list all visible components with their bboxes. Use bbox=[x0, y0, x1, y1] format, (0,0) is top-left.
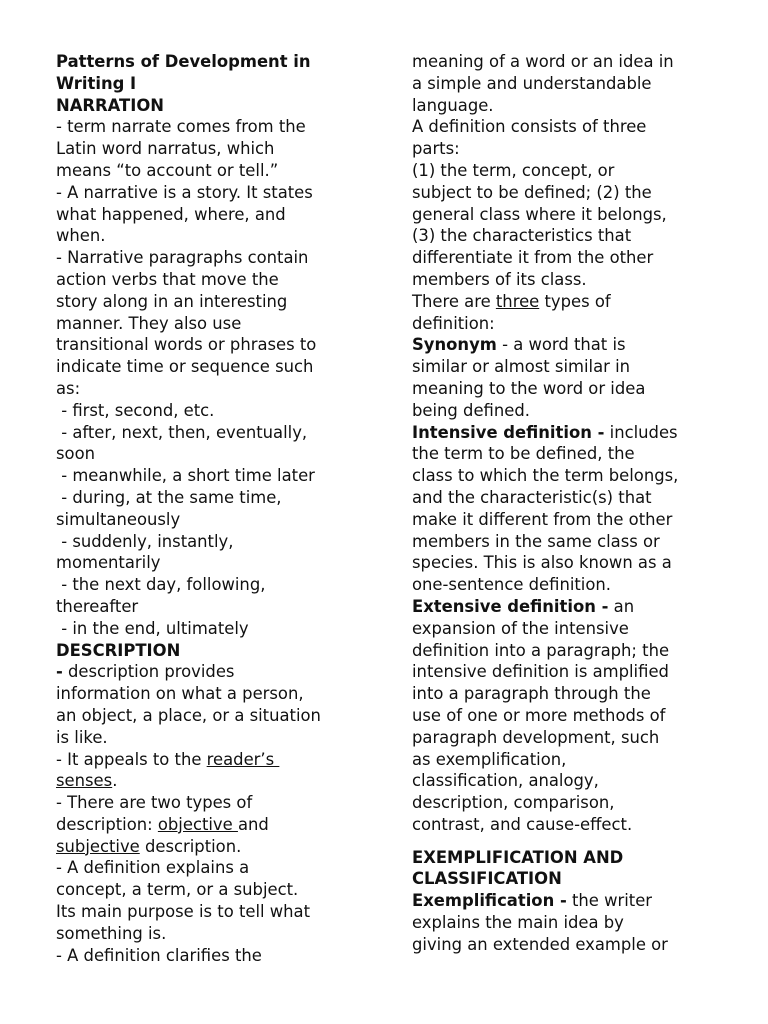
definition-line: parts: bbox=[412, 139, 460, 159]
extensive-line: definition into a paragraph; the bbox=[412, 640, 670, 660]
description-dash: - bbox=[56, 662, 63, 682]
definition-line: (3) the characteristics that bbox=[412, 226, 632, 246]
description-first-line bbox=[56, 661, 362, 683]
intensive-term: Intensive definition - bbox=[412, 422, 605, 442]
intensive-term-line bbox=[412, 422, 717, 444]
synonym-term: Synonym bbox=[412, 335, 497, 355]
narration-line: - Narrative paragraphs contain bbox=[56, 248, 309, 268]
extensive-line: intensive definition is amplified bbox=[412, 662, 669, 682]
types-line-3 bbox=[56, 836, 362, 858]
definition-intro-line: Its main purpose is to tell what bbox=[56, 902, 311, 922]
exemplification-heading-line-2: CLASSIFICATION bbox=[412, 869, 562, 889]
description-line: information on what a person, bbox=[56, 684, 304, 704]
intensive-body bbox=[412, 443, 717, 596]
definition-line: a simple and understandable bbox=[412, 73, 652, 93]
extensive-term: Extensive definition - bbox=[412, 596, 609, 616]
exemplification-rest: the writer bbox=[566, 891, 653, 911]
types-pre: description: bbox=[56, 814, 158, 834]
definition-intro-line: - A definition explains a bbox=[56, 858, 250, 878]
narration-heading: NARRATION bbox=[56, 95, 164, 115]
narration-line: transitional words or phrases to bbox=[56, 335, 317, 355]
extensive-body bbox=[412, 618, 717, 836]
right-column bbox=[412, 51, 717, 956]
narration-line: manner. They also use bbox=[56, 313, 242, 333]
three-types-line-2: definition: bbox=[412, 313, 495, 333]
extensive-line: into a paragraph through the bbox=[412, 684, 651, 704]
narration-line: - in the end, ultimately bbox=[56, 618, 249, 638]
narration-line: soon bbox=[56, 444, 95, 464]
intensive-rest: includes bbox=[604, 422, 678, 442]
objective-underlined: objective bbox=[157, 814, 238, 834]
exemplification-body bbox=[412, 912, 717, 956]
narration-line: when. bbox=[56, 226, 106, 246]
definition-line: meaning of a word or an idea in bbox=[412, 52, 674, 71]
document-title-line-1: Patterns of Development in bbox=[56, 52, 311, 71]
intensive-line: and the characteristic(s) that bbox=[412, 487, 652, 507]
narration-line: story along in an interesting bbox=[56, 291, 288, 311]
narration-line: - during, at the same time, bbox=[56, 487, 282, 507]
types-and: and bbox=[237, 814, 269, 834]
synonym-term-line bbox=[412, 334, 717, 356]
left-column bbox=[56, 51, 362, 966]
narration-line: - A narrative is a story. It states bbox=[56, 182, 313, 202]
extensive-line: use of one or more methods of bbox=[412, 705, 666, 725]
definition-line: (1) the term, concept, or bbox=[412, 160, 615, 180]
definition-line: members of its class. bbox=[412, 269, 587, 289]
description-line: is like. bbox=[56, 727, 108, 747]
narration-line: - first, second, etc. bbox=[56, 400, 215, 420]
synonym-body bbox=[412, 356, 717, 421]
three-types-line bbox=[412, 291, 717, 313]
intensive-line: species. This is also known as a bbox=[412, 553, 672, 573]
types-line-1: - There are two types of bbox=[56, 793, 253, 813]
narration-line: as: bbox=[56, 378, 81, 398]
extensive-line: paragraph development, such bbox=[412, 727, 660, 747]
narration-line: action verbs that move the bbox=[56, 269, 279, 289]
three-pre: There are bbox=[412, 291, 496, 311]
definition-line: general class where it belongs, bbox=[412, 204, 667, 224]
appeal-text: - It appeals to the bbox=[56, 749, 207, 769]
narration-line: momentarily bbox=[56, 553, 161, 573]
extensive-line: classification, analogy, bbox=[412, 771, 599, 791]
three-post: types of bbox=[539, 291, 611, 311]
description-heading: DESCRIPTION bbox=[56, 640, 181, 660]
definition-line: subject to be defined; (2) the bbox=[412, 182, 652, 202]
intensive-line: class to which the term belongs, bbox=[412, 466, 679, 486]
narration-line: indicate time or sequence such bbox=[56, 357, 314, 377]
extensive-rest: an bbox=[608, 596, 635, 616]
section-gap bbox=[412, 836, 717, 847]
exemplification-heading-line-1: EXEMPLIFICATION AND bbox=[412, 847, 624, 867]
synonym-line: being defined. bbox=[412, 400, 530, 420]
senses-line-2 bbox=[56, 770, 362, 792]
definition-intro-line: concept, a term, or a subject. bbox=[56, 880, 299, 900]
exemplification-line: explains the main idea by bbox=[412, 913, 624, 933]
extensive-line: contrast, and cause-effect. bbox=[412, 814, 633, 834]
definition-intro-line: something is. bbox=[56, 923, 167, 943]
extensive-line: as exemplification, bbox=[412, 749, 567, 769]
exemplification-line: giving an extended example or bbox=[412, 934, 668, 954]
narration-line: - meanwhile, a short time later bbox=[56, 466, 315, 486]
description-first-line-text: description provides bbox=[62, 662, 235, 682]
intensive-line: members in the same class or bbox=[412, 531, 660, 551]
intensive-line: the term to be defined, the bbox=[412, 444, 635, 464]
exemplification-term-line bbox=[412, 890, 717, 912]
narration-line: means “to account or tell.” bbox=[56, 160, 279, 180]
synonym-line: similar or almost similar in bbox=[412, 357, 631, 377]
synonym-line: meaning to the word or idea bbox=[412, 378, 646, 398]
extensive-line: description, comparison, bbox=[412, 793, 615, 813]
three-underlined: three bbox=[495, 291, 540, 311]
definition-intro-line: - A definition clarifies the bbox=[56, 945, 262, 965]
extensive-line: expansion of the intensive bbox=[412, 618, 629, 638]
description-body-b bbox=[56, 857, 362, 966]
definition-line: differentiate it from the other bbox=[412, 248, 654, 268]
definition-line: A definition consists of three bbox=[412, 117, 647, 137]
senses-period: . bbox=[112, 771, 118, 791]
subjective-underlined: subjective bbox=[56, 836, 140, 856]
narration-line: what happened, where, and bbox=[56, 204, 286, 224]
types-line-2 bbox=[56, 814, 362, 836]
narration-line: thereafter bbox=[56, 596, 139, 616]
senses-underlined: senses bbox=[56, 771, 113, 791]
narration-line: - after, next, then, eventually, bbox=[56, 422, 308, 442]
definition-line: language. bbox=[412, 95, 494, 115]
document-title-line-2: Writing I bbox=[56, 73, 137, 93]
intensive-line: one-sentence definition. bbox=[412, 575, 611, 595]
narration-line: - suddenly, instantly, bbox=[56, 531, 234, 551]
extensive-term-line bbox=[412, 596, 717, 618]
narration-line: Latin word narratus, which bbox=[56, 139, 275, 159]
senses-line-1 bbox=[56, 749, 362, 771]
intensive-line: make it different from the other bbox=[412, 509, 673, 529]
narration-line: - the next day, following, bbox=[56, 575, 266, 595]
description-body-a bbox=[56, 683, 362, 748]
exemplification-term: Exemplification - bbox=[412, 891, 567, 911]
definition-body bbox=[412, 51, 717, 291]
types-post: description. bbox=[139, 836, 242, 856]
synonym-rest: - a word that is bbox=[496, 335, 626, 355]
description-line: an object, a place, or a situation bbox=[56, 705, 321, 725]
narration-body bbox=[56, 116, 362, 639]
narration-line: simultaneously bbox=[56, 509, 181, 529]
readers-underlined: reader’s bbox=[206, 749, 280, 769]
narration-line: - term narrate comes from the bbox=[56, 117, 306, 137]
